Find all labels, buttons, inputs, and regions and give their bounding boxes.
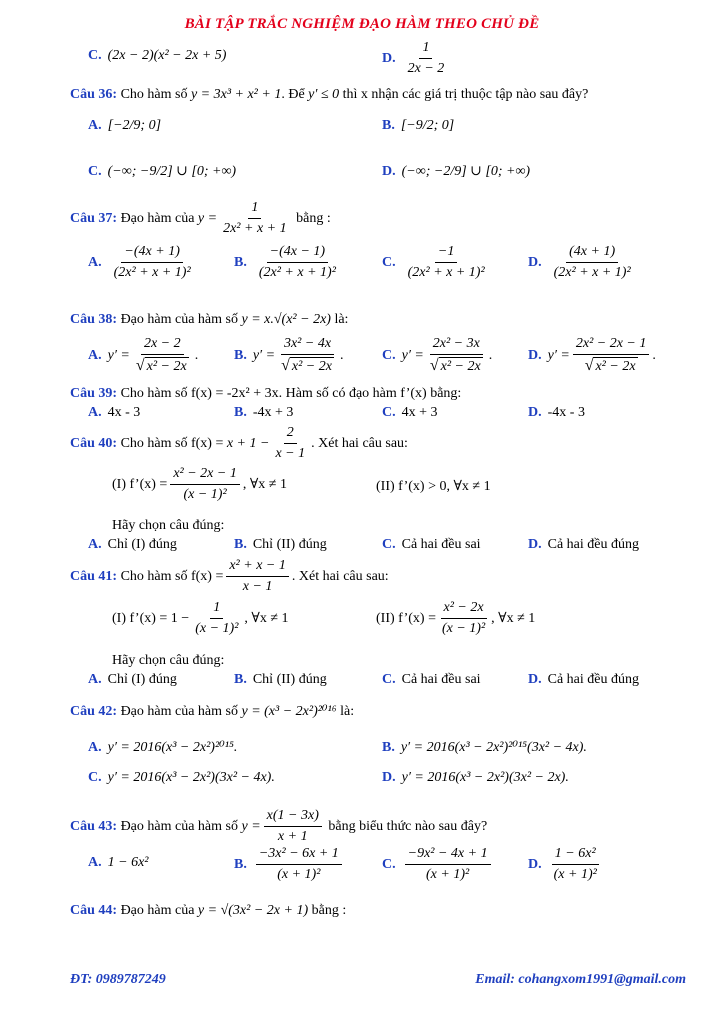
q40-option-c: C. Cả hai đều sai (382, 537, 481, 552)
q42-option-b: B. y′ = 2016(x³ − 2x²)²⁰¹⁵(3x² − 4x). (382, 740, 587, 755)
q43-option-d: D. $\frac{\text{1 − 6x²}}{\text{(x + 1)²}}$ (528, 846, 597, 882)
q41-prompt: Hãy chọn câu đúng: (112, 653, 225, 668)
question-40: Câu 40: Cho hàm số f(x) = x + 1 − $\frac{2}{x - 1}$ . Xét hai câu sau: (70, 425, 408, 461)
q42-option-a: A. y′ = 2016(x³ − 2x²)²⁰¹⁵. (88, 740, 238, 755)
question-36: Câu 36: Cho hàm số y = 3x³ + x² + 1. Để y′ ≤ 0 thì x nhận các giá trị thuộc tập nào sau đây? (70, 87, 589, 102)
q41-option-d: D. Cả hai đều đúng (528, 672, 639, 687)
question-41: Câu 41: Cho hàm số f(x) = $\frac{\text{x² + x − 1}}{x - 1}$ . Xét hai câu sau: (70, 558, 389, 594)
q38-option-c: C. y′ = $\frac{\text{2x² − 3x}}{\text{√ x² − 2x}}$ . (382, 336, 493, 374)
q36-option-a: A. [−2/9; 0] (88, 118, 162, 133)
q37-option-b: B. $\frac{-(4x - 1)}{\text{(2x² + x + 1)²}}$ (234, 244, 336, 280)
q43-option-c: C. $\frac{\text{−9x² − 4x + 1}}{\text{(x + 1)²}}$ (382, 846, 494, 883)
q38-option-b: B. y′ = $\frac{\text{3x² − 4x}}{\text{√ x² − 2x}}$ . (234, 336, 344, 374)
q37-option-c: C. $\frac{-1}{\text{(2x² + x + 1)²}}$ (382, 244, 485, 280)
question-38: Câu 38: Đạo hàm của hàm số y = x.√(x² − 2x) là: (70, 312, 349, 327)
q43-option-b: B. $\frac{\text{−3x² − 6x + 1}}{\text{(x + 1)²}}$ (234, 846, 345, 883)
q40-statement-1: (I) f’(x) = $\frac{\text{x² − 2x − 1}}{\text{(x − 1)²}}$ , ∀x ≠ 1 (112, 466, 287, 502)
question-39: Câu 39: Cho hàm số f(x) = -2x² + 3x. Hàm số có đạo hàm f’(x) bằng: (70, 386, 462, 401)
q40-option-b: B. Chỉ (II) đúng (234, 537, 327, 552)
q39-option-c: C. 4x + 3 (382, 405, 438, 420)
q40-option-d: D. Cả hai đều đúng (528, 537, 639, 552)
q39-option-b: B. -4x + 3 (234, 405, 294, 420)
question-44: Câu 44: Đạo hàm của y = √(3x² − 2x + 1) bằng : (70, 903, 347, 918)
q41-option-a: A. Chỉ (I) đúng (88, 672, 177, 687)
q42-option-c: C. y′ = 2016(x³ − 2x²)(3x² − 4x). (88, 770, 275, 785)
q36-option-c: C. (−∞; −9/2] ∪ [0; +∞) (88, 164, 237, 179)
q41-option-c: C. Cả hai đều sai (382, 672, 481, 687)
q42-option-d: D. y′ = 2016(x³ − 2x²)(3x² − 2x). (382, 770, 569, 785)
q36-option-b: B. [−9/2; 0] (382, 118, 455, 133)
q41-statement-2: (II) f’(x) = $\frac{\text{x² − 2x}}{\text{(x − 1)²}}$ , ∀x ≠ 1 (376, 600, 536, 636)
q41-statement-1: (I) f’(x) = 1 − $\frac{1}{\text{(x − 1)²}}$ , ∀x ≠ 1 (112, 600, 289, 636)
page-header-title: BÀI TẬP TRẮC NGHIỆM ĐẠO HÀM THEO CHỦ ĐỀ (184, 16, 540, 32)
q39-option-d: D. -4x - 3 (528, 405, 585, 420)
q38-option-a: A. y′ = $\frac{2x - 2}{\text{√ x² − 2x}}$ . (88, 336, 199, 374)
q38-option-d: D. y′ = $\frac{\text{2x² − 2x − 1}}{\text{√ x² − 2x}}$ . (528, 336, 656, 374)
q43-option-a: A. 1 − 6x² (88, 855, 149, 870)
footer-phone: ĐT: 0989787249 (70, 972, 166, 987)
question-43: Câu 43: Đạo hàm của hàm số y = $\frac{x(1 - 3x)}{x + 1}$ bằng biểu thức nào sau đây? (70, 808, 488, 844)
q40-option-a: A. Chỉ (I) đúng (88, 537, 177, 552)
q40-statement-2: (II) f’(x) > 0, ∀x ≠ 1 (376, 479, 491, 494)
question-42: Câu 42: Đạo hàm của hàm số y = (x³ − 2x²)²⁰¹⁶ là: (70, 704, 355, 719)
q35-option-c: C. (2x − 2)(x² − 2x + 5) (88, 48, 227, 63)
q41-option-b: B. Chỉ (II) đúng (234, 672, 327, 687)
q39-option-a: A. 4x - 3 (88, 405, 141, 420)
q35-option-d: D. $\frac{1}{2x - 2}$ (382, 40, 445, 76)
question-37: Câu 37: Đạo hàm của y = $\frac{1}{\text{2x² + x + 1}}$ bằng : (70, 200, 331, 236)
q37-option-a: A. $\frac{-(4x + 1)}{\text{(2x² + x + 1)²}}$ (88, 244, 191, 280)
q37-option-d: D. $\frac{(4x + 1)}{\text{(2x² + x + 1)²}}$ (528, 244, 631, 280)
footer-email: Email: cohangxom1991@gmail.com (475, 972, 686, 987)
q36-option-d: D. (−∞; −2/9] ∪ [0; +∞) (382, 164, 531, 179)
q40-prompt: Hãy chọn câu đúng: (112, 518, 225, 533)
